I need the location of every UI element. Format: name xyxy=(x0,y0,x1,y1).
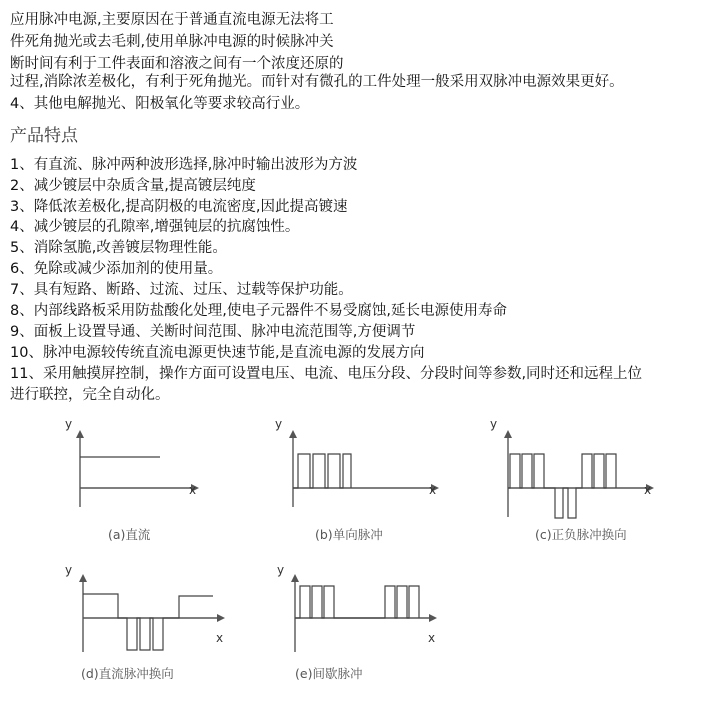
feature-item: 11、采用触摸屏控制，操作方面可设置电压、电流、电压分段、分段时间等参数,同时还和远程上位 xyxy=(10,366,643,382)
feature-item: 2、减少镀层中杂质含量,提高镀层纯度 xyxy=(10,178,256,194)
waveform-pos-neg-pulse-reversal xyxy=(480,412,680,547)
pulse-train xyxy=(295,586,419,618)
feature-item: 6、免除或减少添加剂的使用量。 xyxy=(10,261,223,277)
waveform-unidirectional-pulse xyxy=(265,412,445,547)
feature-item: 7、具有短路、断路、过流、过压、过载等保护功能。 xyxy=(10,282,353,298)
pulse-train xyxy=(83,594,213,650)
feature-item: 8、内部线路板采用防盐酸化处理,使电子元器件不易受腐蚀,延长电源使用寿命 xyxy=(10,303,507,319)
axis-label-y: y xyxy=(275,417,283,431)
y-axis xyxy=(504,430,512,517)
y-axis xyxy=(289,430,297,507)
intro-line-5: 4、其他电解抛光、阳极氧化等要求较高行业。 xyxy=(10,96,310,112)
caption: (e)间歇脉冲 xyxy=(295,666,363,681)
waveform-dc xyxy=(55,412,215,547)
caption: (d)直流脉冲换向 xyxy=(81,666,174,681)
axis-label-y: y xyxy=(65,563,73,577)
x-axis xyxy=(80,484,199,492)
feature-item: 3、降低浓差极化,提高阴极的电流密度,因此提高镀速 xyxy=(10,199,348,215)
feature-item: 9、面板上设置导通、关断时间范围、脉冲电流范围等,方便调节 xyxy=(10,324,416,340)
feature-item: 4、减少镀层的孔隙率,增强钝层的抗腐蚀性。 xyxy=(10,219,300,235)
y-axis xyxy=(79,574,87,652)
caption: (c)正负脉冲换向 xyxy=(535,527,627,542)
pulse-train xyxy=(508,454,616,518)
axis-label-x: x xyxy=(189,483,197,497)
pulse-train xyxy=(293,454,351,488)
caption: (b)单向脉冲 xyxy=(315,527,383,542)
axis-label-y: y xyxy=(277,563,285,577)
waveform-intermittent-pulse xyxy=(265,558,455,688)
x-axis xyxy=(293,484,439,492)
axis-label-x: x xyxy=(216,631,224,645)
feature-item: 5、消除氢脆,改善镀层物理性能。 xyxy=(10,240,227,256)
intro-line-2: 件死角抛光或去毛刺,使用单脉冲电源的时候脉冲关 xyxy=(10,34,334,50)
y-axis xyxy=(291,574,299,652)
intro-line-1: 应用脉冲电源,主要原因在于普通直流电源无法将工 xyxy=(10,12,334,28)
axis-label-x: x xyxy=(644,483,652,497)
feature-item: 1、有直流、脉冲两种波形选择,脉冲时输出波形为方波 xyxy=(10,157,358,173)
intro-line-4: 过程,消除浓差极化，有利于死角抛光。而针对有微孔的工件处理一般采用双脉冲电源效果更好。 xyxy=(10,74,624,90)
axis-label-y: y xyxy=(65,417,73,431)
axis-label-x: x xyxy=(428,631,436,645)
axis-label-y: y xyxy=(490,417,498,431)
section-heading: 产品特点 xyxy=(10,126,78,146)
y-axis xyxy=(76,430,84,507)
feature-item: 10、脉冲电源较传统直流电源更快速节能,是直流电源的发展方向 xyxy=(10,345,425,361)
waveform-dc-pulse-reversal xyxy=(55,558,245,688)
caption: (a)直流 xyxy=(108,527,151,542)
intro-line-3: 断时间有利于工件表面和溶液之间有一个浓度还原的 xyxy=(10,56,344,72)
x-axis xyxy=(83,614,225,622)
feature-item: 进行联控，完全自动化。 xyxy=(10,387,170,403)
axis-label-x: x xyxy=(429,483,437,497)
